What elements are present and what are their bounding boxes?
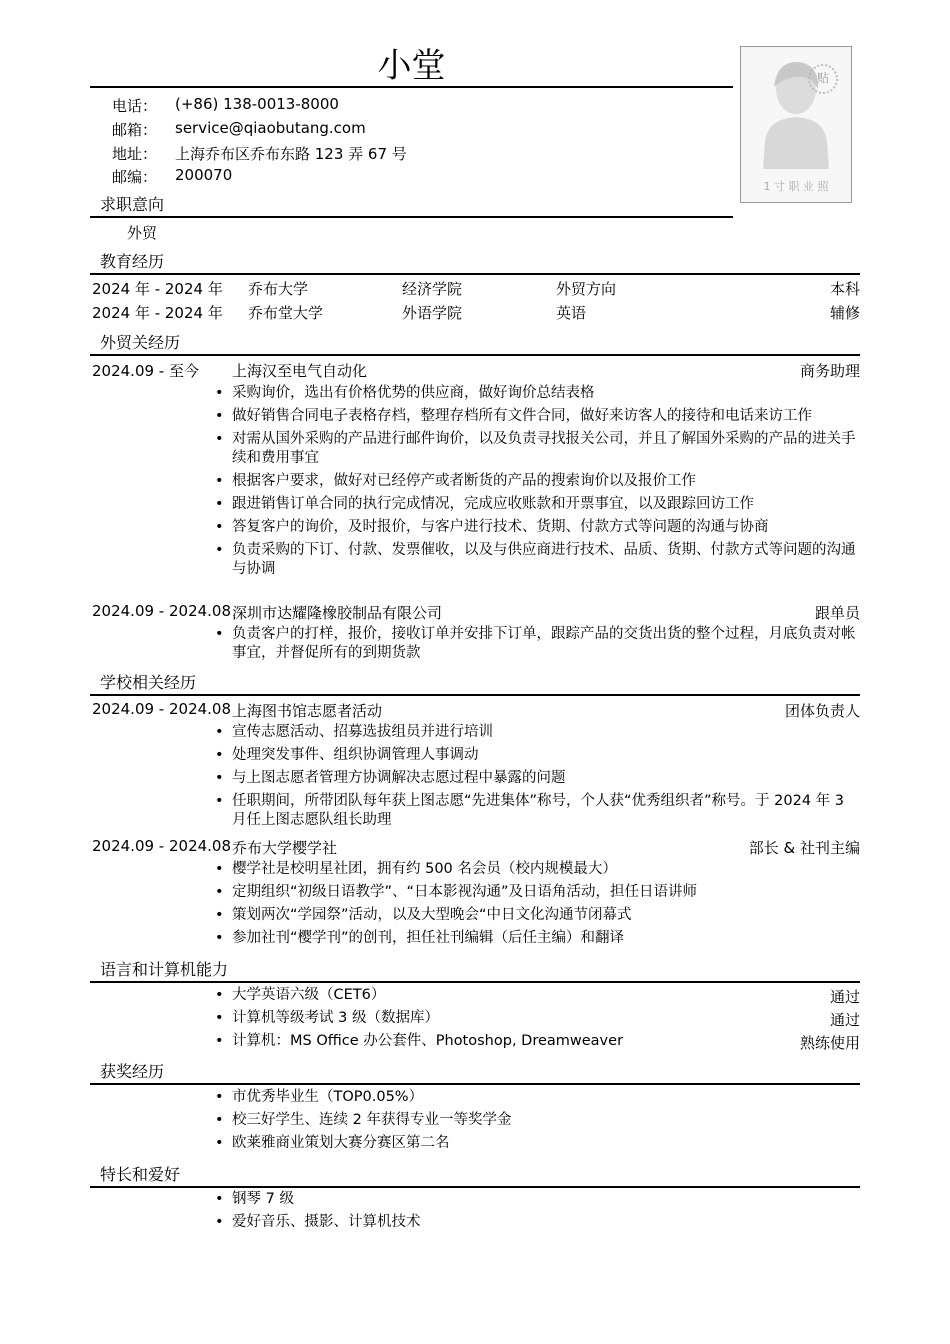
job-bullets-2	[215, 625, 860, 663]
education-title: 教育经历	[100, 252, 165, 271]
hobbies-list	[215, 1190, 860, 1232]
hobbies-title: 特长和爱好	[100, 1165, 181, 1184]
school-period-1: 2024.09 - 2024.08	[92, 700, 232, 718]
list-item: • 任职期间，所带团队每年获上图志愿“先进集体”称号，个人获“优秀组织者”称号。于 2024 年 3 月任上图志愿队组长助理	[215, 792, 860, 830]
job-role-2: 跟单员	[814, 604, 860, 622]
edu-degree-1: 本科	[829, 280, 860, 298]
address-label: 地址：	[112, 145, 158, 163]
edu-major-1: 外贸方向	[556, 280, 617, 298]
hobbies-divider	[90, 1186, 860, 1188]
job-period-1: 2024.09 - 至今	[92, 362, 199, 380]
edu-college-2: 外语学院	[402, 304, 463, 322]
phone-value: (+86) 138-0013-8000	[175, 95, 339, 113]
list-item: • 欧莱雅商业策划大赛分赛区第二名	[215, 1134, 860, 1153]
phone-label: 电话：	[112, 97, 158, 115]
list-item: • 参加社刊“樱学刊”的创刊，担任社刊编辑（后任主编）和翻译	[215, 929, 860, 948]
school-period-2: 2024.09 - 2024.08	[92, 837, 232, 855]
list-item: • 爱好音乐、摄影、计算机技术	[215, 1213, 860, 1232]
photo-stamp: 贴	[816, 71, 829, 85]
education-divider	[90, 273, 860, 275]
list-item: • 定期组织“初级日语教学”、“日本影视沟通”及日语角活动，担任日语讲师	[215, 883, 860, 902]
school-title: 学校相关经历	[100, 673, 197, 692]
photo-caption: 1 寸 职 业 照	[763, 180, 829, 193]
email-value: service@qiaobutang.com	[175, 119, 366, 137]
work-title: 外贸关经历	[100, 333, 181, 352]
list-item: • 与上图志愿者管理方协调解决志愿过程中暴露的问题	[215, 769, 860, 788]
list-item: • 钢琴 7 级	[215, 1190, 860, 1209]
skill-level-3: 熟练使用	[799, 1034, 860, 1052]
edu-school-2: 乔布堂大学	[248, 304, 324, 322]
list-item: • 对需从国外采购的产品进行邮件询价，以及负责寻找报关公司，并且了解国外采购的产品的进关手续和费用事宜	[215, 430, 860, 468]
list-item: • 负责客户的打样，报价，接收订单并安排下订单，跟踪产品的交货出货的整个过程，月底负责对帐事宜，并督促所有的到期货款	[215, 625, 860, 663]
edu-school-1: 乔布大学	[248, 280, 309, 298]
school-divider	[90, 694, 860, 696]
list-item: • 负责采购的下订、付款、发票催收，以及与供应商进行技术、品质、货期、付款方式等问题的沟通与协调	[215, 541, 860, 579]
photo-placeholder	[740, 46, 852, 203]
list-item: • 校三好学生、连续 2 年获得专业一等奖学金	[215, 1111, 860, 1130]
school-bullets-2	[215, 860, 860, 948]
postcode-label: 邮编：	[112, 168, 158, 186]
skill-level-2: 通过	[829, 1011, 860, 1029]
school-org-2: 乔布大学樱学社	[232, 839, 338, 857]
school-org-1: 上海图书馆志愿者活动	[232, 702, 383, 720]
skills-title: 语言和计算机能力	[100, 960, 229, 979]
awards-title: 获奖经历	[100, 1062, 165, 1081]
list-item: • 樱学社是校明星社团，拥有约 500 名会员（校内规模最大）	[215, 860, 860, 879]
list-item: • 采购询价，选出有价格优势的供应商，做好询价总结表格	[215, 384, 860, 403]
list-item: • 做好销售合同电子表格存档，整理存档所有文件合同，做好来访客人的接待和电话来访工作	[215, 407, 860, 426]
work-divider	[90, 354, 860, 356]
job-role-1: 商务助理	[799, 362, 860, 380]
objective-divider	[90, 216, 733, 218]
list-item: • 跟进销售订单合同的执行完成情况，完成应收账款和开票事宜，以及跟踪回访工作	[215, 495, 860, 514]
list-item: • 根据客户要求，做好对已经停产或者断货的产品的搜索询价以及报价工作	[215, 472, 860, 491]
job-company-2: 深圳市达耀隆橡胶制品有限公司	[232, 604, 443, 622]
school-role-1: 团体负责人	[784, 702, 860, 720]
address-value: 上海乔布区乔布东路 123 弄 67 号	[175, 145, 407, 163]
job-company-1: 上海汉至电气自动化	[232, 362, 368, 380]
email-label: 邮箱：	[112, 121, 158, 139]
edu-college-1: 经济学院	[402, 280, 463, 298]
list-item: • 宣传志愿活动、招募选拔组员并进行培训	[215, 723, 860, 742]
list-item: • 大学英语六级（CET6）	[215, 986, 860, 1005]
job-bullets-1	[215, 384, 860, 579]
list-item: • 计算机：MS Office 办公套件、Photoshop, Dreamweaver	[215, 1032, 860, 1051]
skill-level-1: 通过	[829, 988, 860, 1006]
awards-list	[215, 1088, 860, 1153]
edu-major-2: 英语	[556, 304, 587, 322]
postcode-value: 200070	[175, 166, 233, 184]
objective-value: 外贸	[127, 224, 158, 242]
list-item: • 处理突发事件、组织协调管理人事调动	[215, 746, 860, 765]
header-divider	[90, 86, 733, 88]
list-item: • 市优秀毕业生（TOP0.05%）	[215, 1088, 860, 1107]
awards-divider	[90, 1083, 860, 1085]
job-period-2: 2024.09 - 2024.08	[92, 602, 232, 620]
objective-title: 求职意向	[100, 195, 165, 214]
edu-period-2: 2024 年 - 2024 年	[92, 304, 223, 322]
candidate-name: 小堂	[377, 46, 446, 86]
skills-divider	[90, 981, 860, 983]
school-bullets-1	[215, 723, 860, 830]
edu-degree-2: 辅修	[829, 304, 860, 322]
school-role-2: 部长 & 社刊主编	[748, 839, 860, 857]
list-item: • 策划两次“学园祭”活动，以及大型晚会“中日文化沟通节闭幕式	[215, 906, 860, 925]
edu-period-1: 2024 年 - 2024 年	[92, 280, 223, 298]
list-item: • 计算机等级考试 3 级（数据库）	[215, 1009, 860, 1028]
list-item: • 答复客户的询价，及时报价，与客户进行技术、货期、付款方式等问题的沟通与协商	[215, 518, 860, 537]
